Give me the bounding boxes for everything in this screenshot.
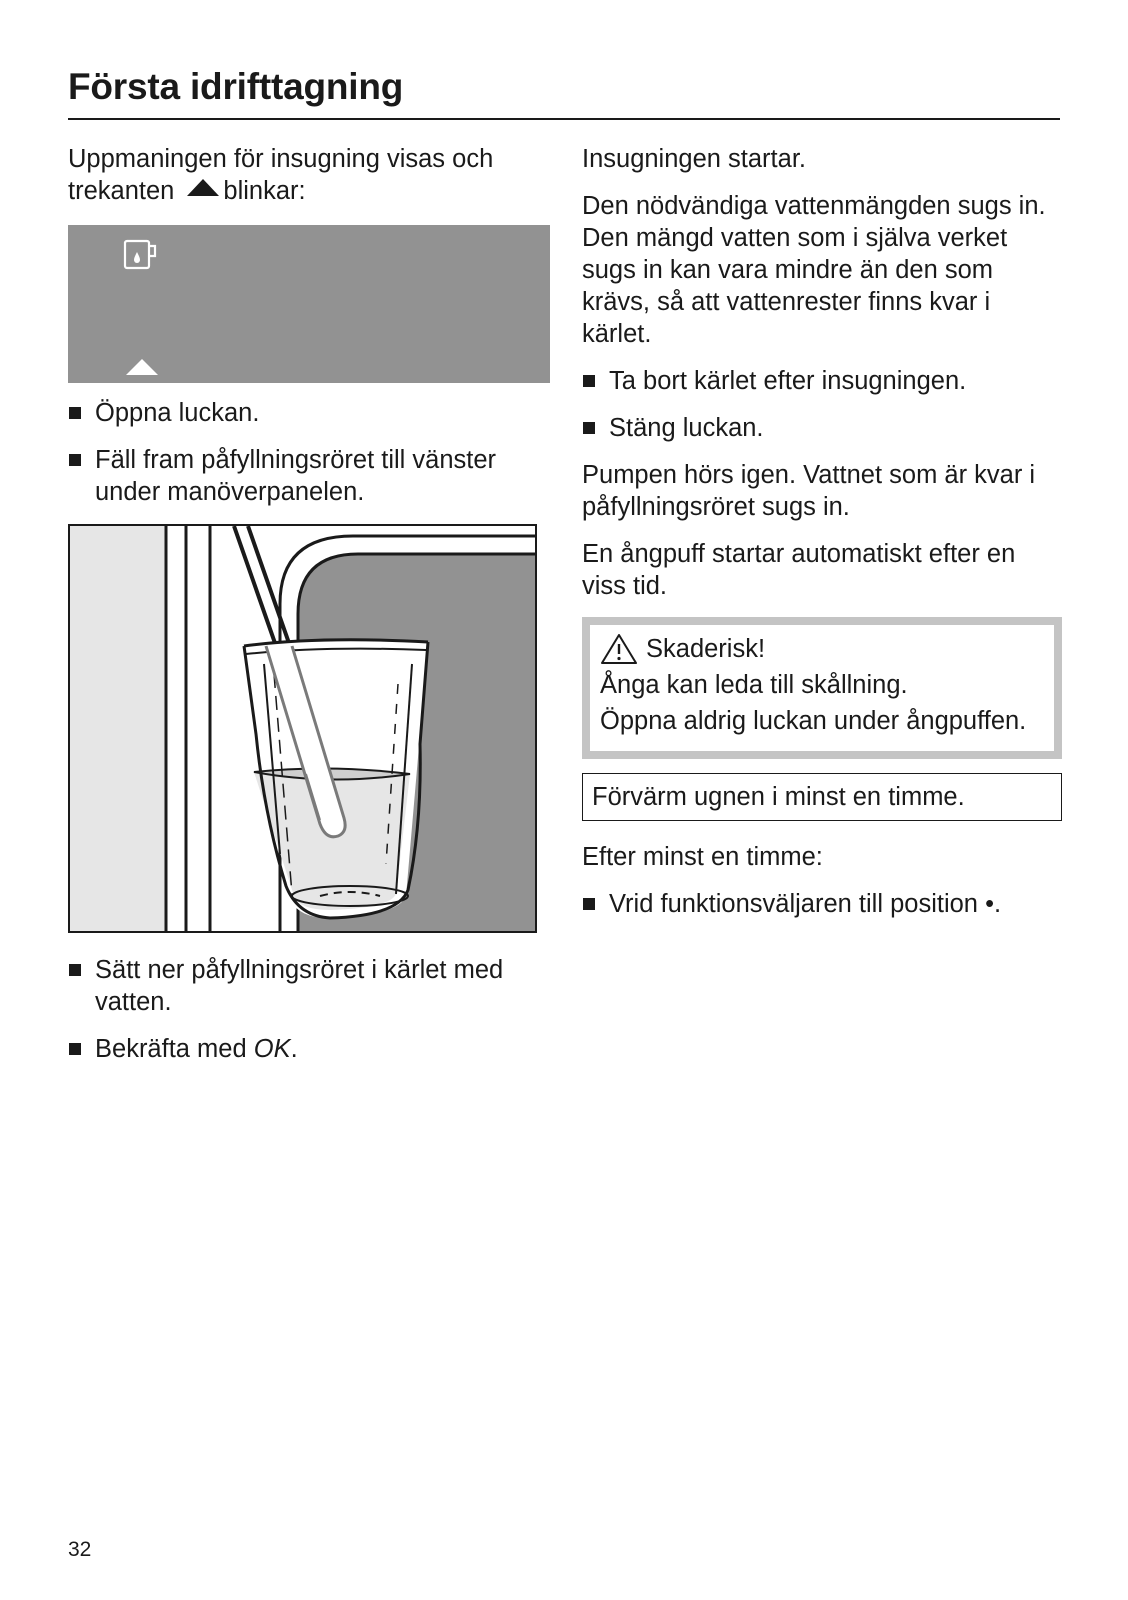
blinking-triangle-icon xyxy=(126,359,158,375)
confirm-suffix: . xyxy=(290,1035,298,1063)
step-turn-selector: Vrid funktionsväljaren till position •. xyxy=(582,888,1062,920)
step-open-door: Öppna luckan. xyxy=(68,397,548,429)
suction-start-text: Insugningen startar. xyxy=(582,145,806,173)
water-amount-text: Den nödvändiga vattenmängden sugs in. Den mängd vatten som i själva verket sugs in kan vara mindre än den som krävs, så att vattenrester finns kvar i kärlet. xyxy=(582,192,1046,348)
title-divider xyxy=(68,118,1060,120)
right-column xyxy=(582,143,1062,935)
warning-line-2: Öppna aldrig luckan under ångpuffen. xyxy=(600,707,1027,735)
control-display xyxy=(68,225,550,383)
page-title: Första idrifttagning xyxy=(68,66,404,107)
warning-line-1: Ånga kan leda till skållning. xyxy=(600,671,908,699)
preheat-note: Förvärm ugnen i minst en timme. xyxy=(582,773,1062,821)
warning-box xyxy=(582,617,1062,759)
step-confirm-ok xyxy=(68,1033,548,1065)
glass-with-fill-tube-illustration xyxy=(68,524,538,934)
warning-title: Skaderisk! xyxy=(646,635,766,663)
step-fold-out-tube: Fäll fram påfyllningsröret till vänster under manöverpanelen. xyxy=(68,444,548,508)
page-number: 32 xyxy=(68,1538,92,1561)
intro-text-end: blinkar: xyxy=(223,177,306,205)
steam-puff-text: En ångpuff startar automatiskt efter en viss tid. xyxy=(582,540,1016,600)
step-close-door: Stäng luckan. xyxy=(582,412,1062,444)
pump-text: Pumpen hörs igen. Vattnet som är kvar i påfyllningsröret sugs in. xyxy=(582,461,1036,521)
step-insert-tube: Sätt ner påfyllningsröret i kärlet med vatten. xyxy=(68,954,548,1018)
intro-text-start: Uppmaningen för insugning visas och trekanten xyxy=(68,145,494,205)
water-jug-icon xyxy=(122,239,160,271)
warning-triangle-icon xyxy=(600,633,638,665)
step-remove-vessel: Ta bort kärlet efter insugningen. xyxy=(582,365,1062,397)
confirm-prefix: Bekräfta med xyxy=(95,1035,254,1063)
intro-text xyxy=(68,143,548,207)
triangle-up-icon xyxy=(187,179,219,196)
left-column xyxy=(68,143,548,1080)
ok-key-label: OK xyxy=(253,1035,291,1063)
warning-heading xyxy=(600,633,1040,665)
after-hour-text: Efter minst en timme: xyxy=(582,843,823,871)
